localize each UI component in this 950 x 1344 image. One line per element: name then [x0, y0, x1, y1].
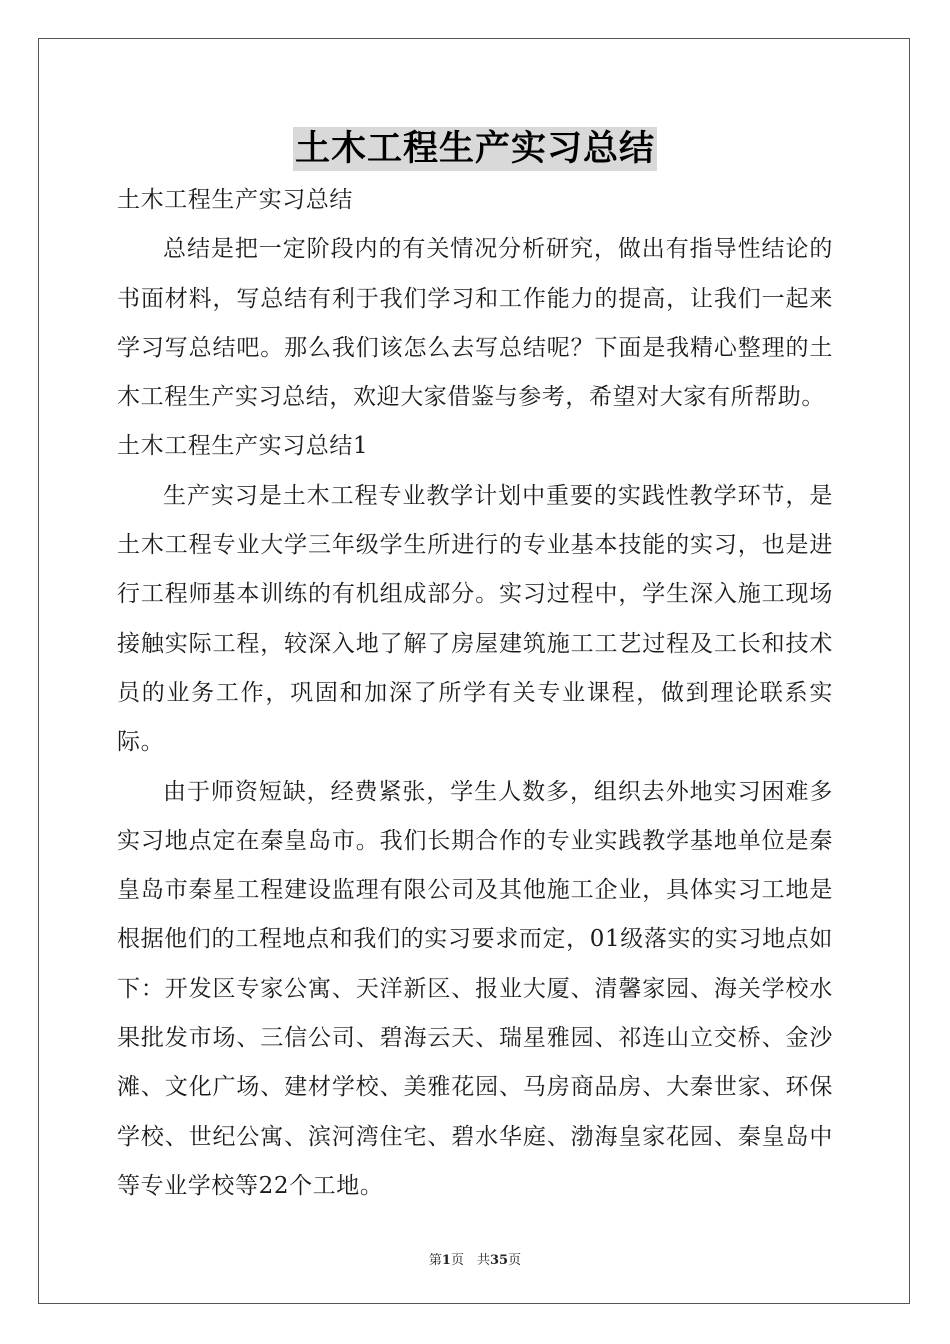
page-title: 土木工程生产实习总结 — [294, 129, 655, 169]
current-page-number: 1 — [441, 1253, 451, 1268]
total-page-number: 35 — [489, 1253, 509, 1268]
title-container — [0, 127, 950, 171]
footer-mid: 页 共 — [450, 1253, 490, 1268]
page-footer — [0, 1249, 950, 1268]
body-paragraph-1: 生产实习是土木工程专业教学计划中重要的实践性教学环节，是土木工程专业大学三年级学生所进行的专业基本技能的实习，也是进行工程师基本训练的有机组成部分。实习过程中，学生深入施工现场接触实际工程，较深入地了解了房屋建筑施工工艺过程及工长和技术员的业务工作，巩固和加深了所学有关专业课程，做到理论联系实际。 — [117, 482, 833, 756]
footer-prefix: 第 — [428, 1253, 442, 1268]
section-heading: 土木工程生产实习总结1 — [117, 433, 369, 460]
intro-paragraph: 总结是把一定阶段内的有关情况分析研究，做出有指导性结论的书面材料，写总结有利于我们学习和工作能力的提高，让我们一起来学习写总结吧。那么我们该怎么去写总结呢？下面是我精心整理的土木工程生产实习总结，欢迎大家借鉴与参考，希望对大家有所帮助。 — [117, 236, 833, 411]
footer-suffix: 页 — [508, 1253, 522, 1268]
document-body — [117, 176, 833, 1211]
body-paragraph-2: 由于师资短缺，经费紧张，学生人数多，组织去外地实习困难多实习地点定在秦皇岛市。我们长期合作的专业实践教学基地单位是秦皇岛市秦星工程建设监理有限公司及其他施工企业，具体实习工地是根据他们的工程地点和我们的实习要求而定，01级落实的实习地点如下：开发区专家公寓、天洋新区、报业大厦、清馨家园、海关学校水果批发市场、三信公司、碧海云天、瑞星雅园、祁连山立交桥、金沙滩、文化广场、建材学校、美雅花园、马房商品房、大秦世家、环保学校、世纪公寓、滨河湾住宅、碧水华庭、渤海皇家花园、秦皇岛中等专业学校等22个工地。 — [117, 778, 833, 1199]
document-subtitle: 土木工程生产实习总结 — [117, 187, 353, 213]
